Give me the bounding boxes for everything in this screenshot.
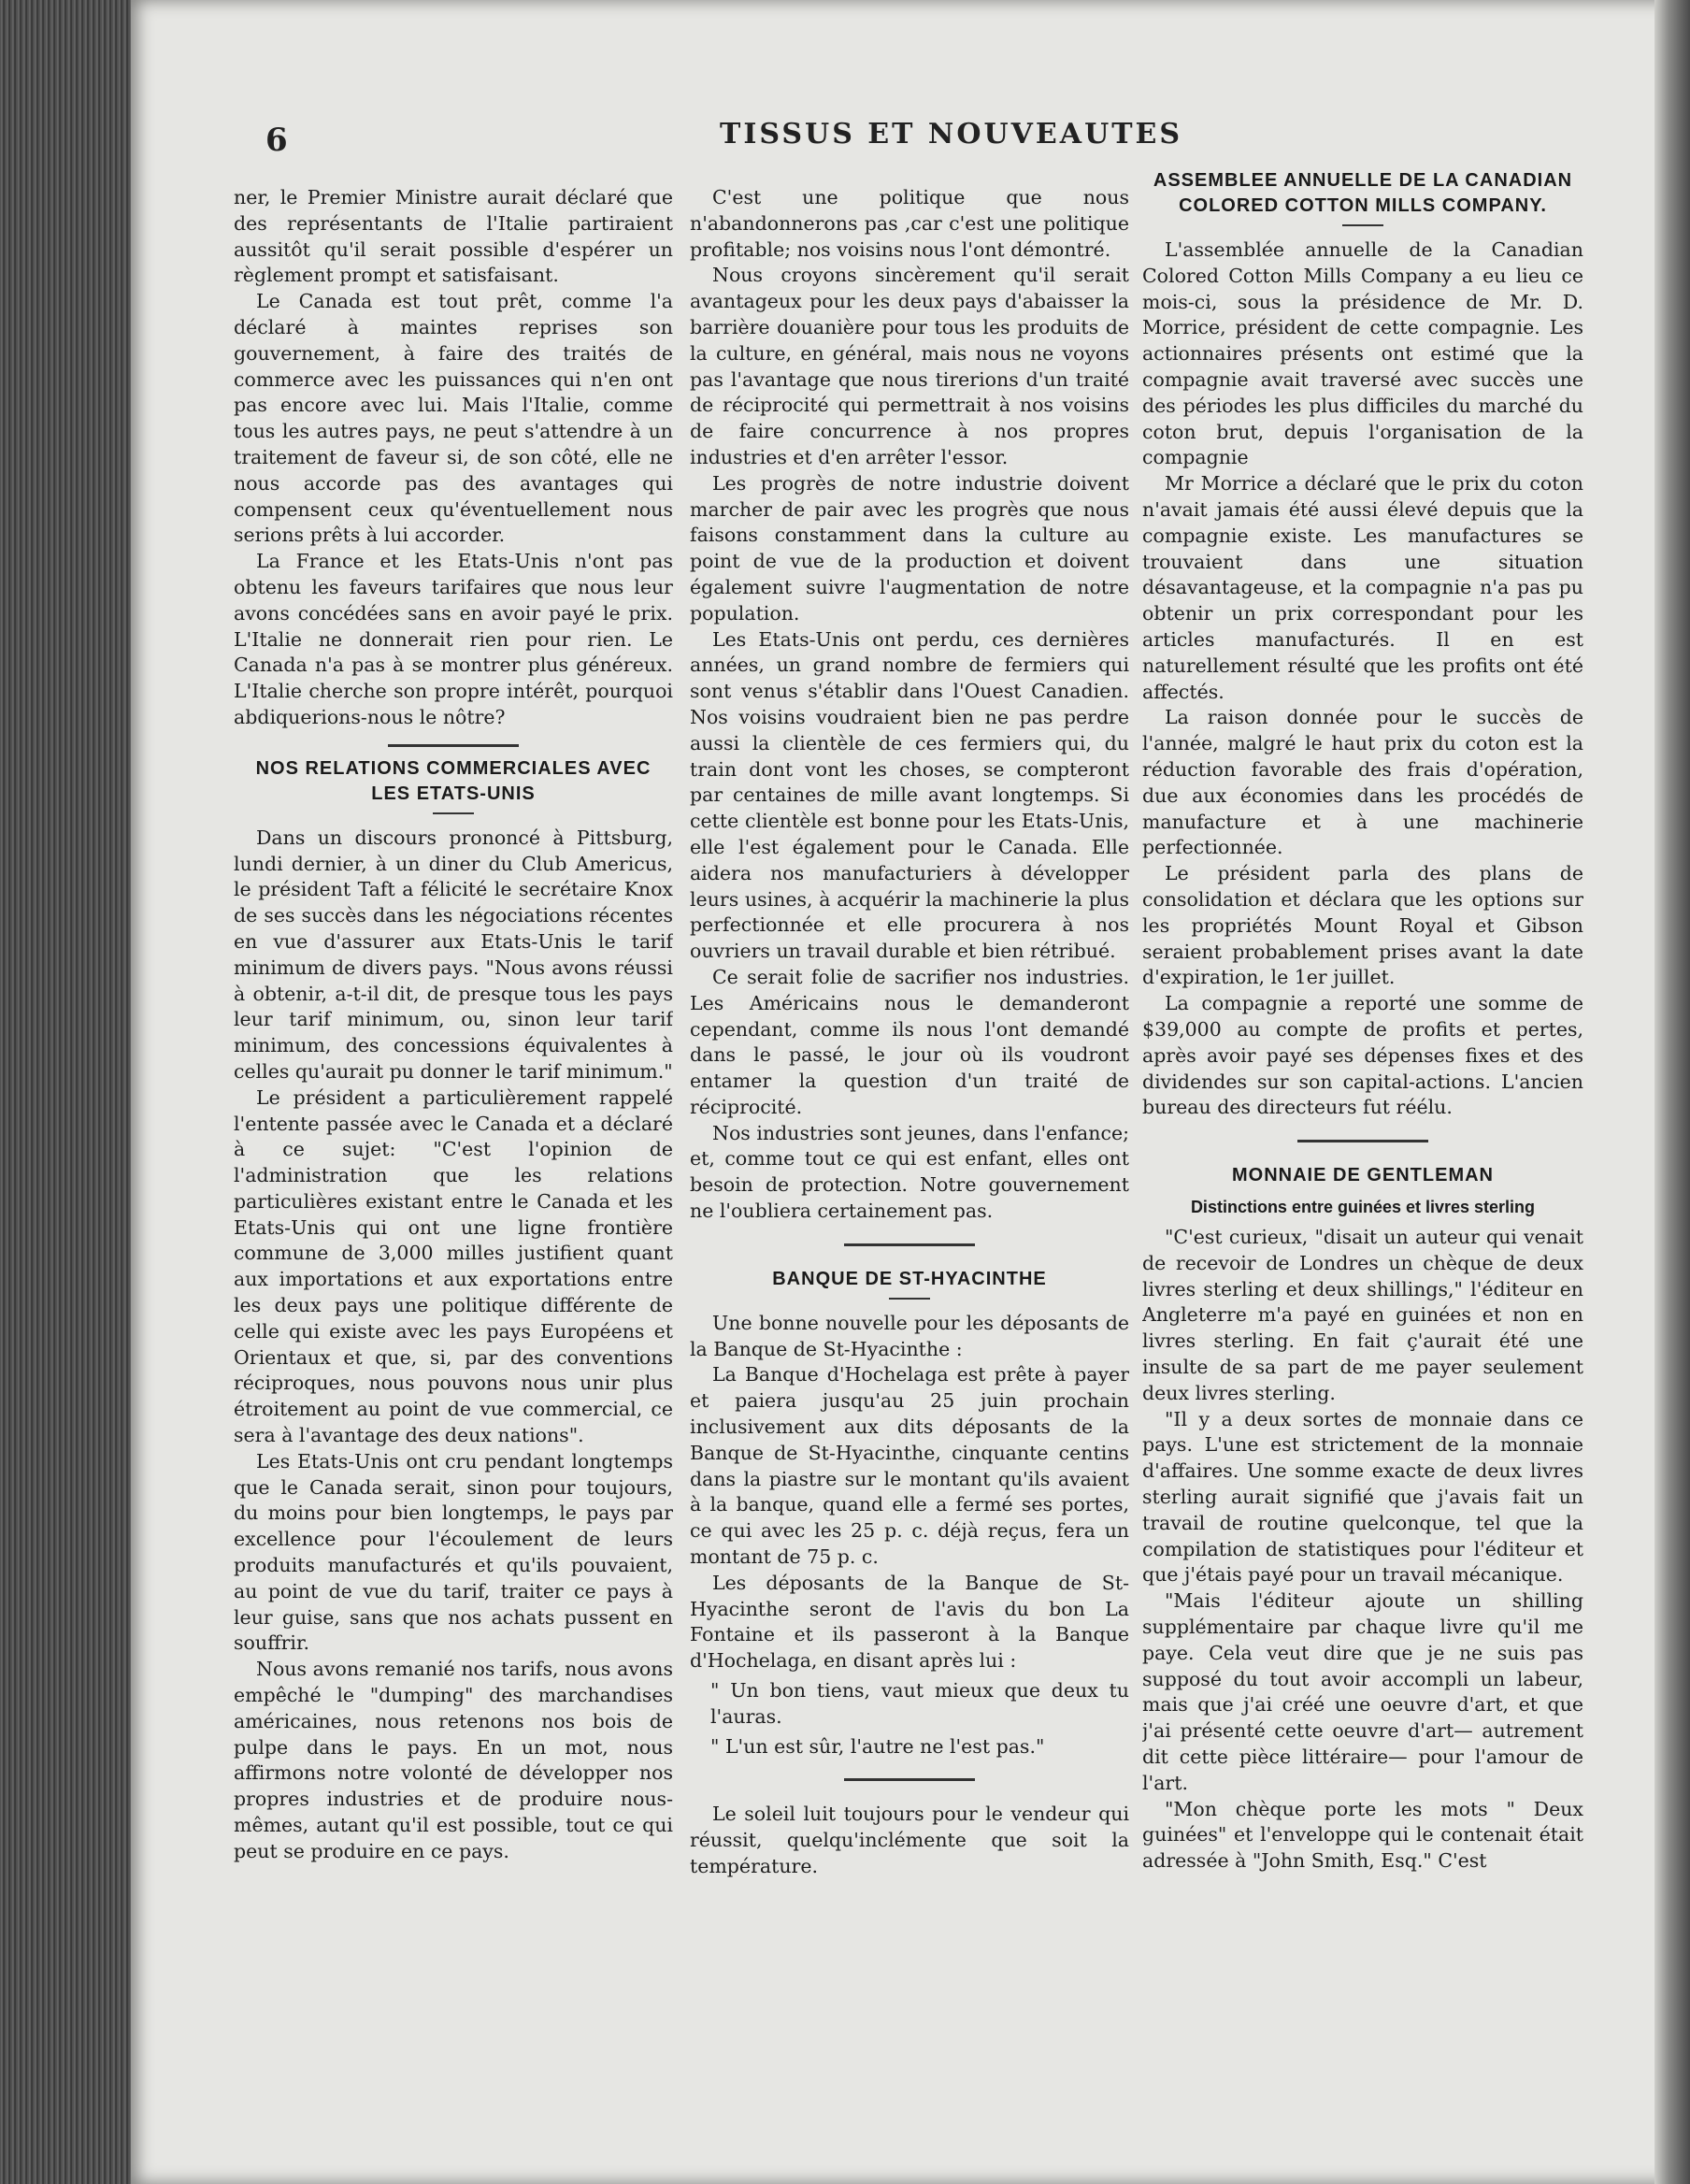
article-heading: NOS RELATIONS COMMERCIALES AVEC LES ETATS-UNIS (255, 757, 652, 804)
book-edge (0, 0, 140, 2184)
heading-rule (1342, 224, 1383, 226)
paragraph: La raison donnée pour le succès de l'année, malgré le haut prix du coton est la réduction favorable des frais d'opération, due aux économies dans les procédés de manufacture et à une machinerie perfectionnée. (1142, 706, 1583, 859)
section-divider (844, 1778, 975, 1781)
column-3 (1142, 166, 1583, 2046)
quote-line: " Un bon tiens, vaut mieux que deux tu l'auras. (710, 1679, 1129, 1728)
paragraph: Les déposants de la Banque de St-Hyacinthe seront de l'avis du bon La Fontaine et ils passeront à la Banque d'Hochelaga, en disant après lui : (690, 1571, 1129, 1673)
paragraph: ner, le Premier Ministre aurait déclaré que des représentants de l'Italie partiraient aussitôt qu'il serait possible d'espérer un règlement prompt et satisfaisant. (234, 186, 673, 287)
paragraph: Le soleil luit toujours pour le vendeur qui réussit, quelqu'inclémente que soit la température. (690, 1803, 1129, 1878)
paragraph: Nous avons remanié nos tarifs, nous avons empêché le "dumping" des marchandises américaines, nous retenons nos bois de pulpe dans le pays. En un mot, nous affirmons notre volonté de développer nos propres industries et de produire nous-mêmes, autant qu'il est possible, tout ce qui peut se produire en ce pays. (234, 1658, 673, 1862)
section-divider (388, 744, 519, 747)
paragraph: Le Canada est tout prêt, comme l'a déclaré à maintes reprises son gouvernement, à faire des traités de commerce avec les puissances qui n'en ont pas encore avec lui. Mais l'Italie, comme tous les autres pays, ne peut s'attendre à un traitement de faveur si, de son côté, elle ne nous accorde pas des avantages qui compensent ceux qu'éventuellement nous serions prêts à lui accorder. (234, 290, 673, 547)
paragraph: Nous croyons sincèrement qu'il serait avantageux pour les deux pays d'abaisser la barrière douanière pour tous les produits de la culture, en général, mais nous ne voyons pas l'avantage que nous tirerions d'un traité de réciprocité qui permettrait à nos voisins de faire concurrence à nos propres industries et d'en arrêter l'essor. (690, 264, 1129, 468)
paragraph: Une bonne nouvelle pour les déposants de la Banque de St-Hyacinthe : (690, 1311, 1129, 1360)
page-gutter-shadow (1654, 0, 1690, 2184)
quote-line: " L'un est sûr, l'autre ne l'est pas." (710, 1734, 1045, 1758)
paragraph: Le président a particulièrement rappelé l'entente passée avec le Canada et a déclaré à ce sujet: "C'est l'opinion de l'administration que les relations particulières existant entre le Canada et les Etats-Unis qui ont une ligne frontière commune de 3,000 milles justifient quant aux importations et aux exportations entre les deux pays une politique différente de celle qui existe avec les pays Européens et Orientaux et que, si, par des conventions réciproques, nous pouvons nous unir plus étroitement au point de vue commercial, ce sera à l'avantage des deux nations". (234, 1085, 673, 1447)
section-divider (1297, 1140, 1428, 1142)
page-title: TISSUS ET NOUVEAUTES (720, 118, 1183, 151)
paragraph: "C'est curieux, "disait un auteur qui venait de recevoir de Londres un chèque de deux livres sterling et deux shillings," l'éditeur en Angleterre m'a payé en guinées et non en livres sterling. En fait ç'aurait été une insulte de sa part de me payer seulement deux livres sterling. (1142, 1226, 1583, 1404)
section-divider (844, 1243, 975, 1246)
paragraph: La compagnie a reporté une somme de $39,000 au compte de profits et pertes, après avoir payé ses dépenses fixes et des dividendes sur son capital-actions. L'ancien bureau des directeurs fut réélu. (1142, 992, 1583, 1119)
paragraph: Les Etats-Unis ont perdu, ces dernières années, un grand nombre de fermiers qui sont venus s'établir dans l'Ouest Canadien. Nos voisins voudraient bien ne pas perdre aussi la clientèle de ces fermiers qui, du train dont vont les choses, se compteront par centaines de mille avant longtemps. Si cette clientèle est bonne pour les Etats-Unis, elle l'est également pour le Canada. Elle aidera nos manufacturiers à développer leurs usines, à acquérir la machinerie la plus perfectionnée et elle procurera à nos ouvriers un travail durable et bien rétribué. (690, 627, 1129, 963)
heading-rule (889, 1298, 930, 1300)
heading-rule (433, 812, 474, 814)
paragraph: "Mon chèque porte les mots " Deux guinées" et l'enveloppe qui le contenait était adressée à "John Smith, Esq." C'est (1142, 1797, 1583, 1873)
column-2 (690, 185, 1129, 2046)
paragraph: Dans un discours prononcé à Pittsburg, lundi dernier, à un diner du Club Americus, le président Taft a félicité le secrétaire Knox de ses succès dans les négociations récentes en vue d'assurer aux Etats-Unis le tarif minimum de divers pays. "Nous avons réussi à obtenir, a-t-il dit, de presque tous les pays leur tarif minimum, ou, sinon leur tarif minimum, des concessions équivalentes à celles qu'aurait pu donner le tarif minimum." (234, 826, 673, 1083)
paragraph: Nos industries sont jeunes, dans l'enfance; et, comme tout ce qui est enfant, elles ont besoin de protection. Notre gouvernement ne l'oubliera certainement pas. (690, 1121, 1129, 1223)
paragraph: La France et les Etats-Unis n'ont pas obtenu les faveurs tarifaires que nous leur avons concédées sans en avoir payé le prix. L'Italie ne donnerait rien pour rien. Le Canada n'a pas à se montrer plus généreux. L'Italie cherche son propre intérêt, pourquoi abdiquerions-nous le nôtre? (234, 550, 673, 728)
page-number: 6 (265, 122, 288, 159)
paragraph: Les Etats-Unis ont cru pendant longtemps que le Canada serait, sinon pour toujours, du moins pour bien longtemps, le pays par excellence pour l'écoulement de leurs produits manufacturés et qu'ils pouvaient, au point de vue du tarif, traiter ce pays à leur guise, sans que nos achats pussent en souffrir. (234, 1449, 673, 1655)
paragraph: L'assemblée annuelle de la Canadian Colored Cotton Mills Company a eu lieu ce mois-ci, sous la présidence de Mr. D. Morrice, président de cette compagnie. Les actionnaires présents ont estimé que la compagnie avait traversé avec succès une des périodes les plus difficiles du marché du coton brut, depuis l'organisation de la compagnie (1142, 238, 1583, 469)
column-1 (234, 185, 673, 2046)
article-heading: MONNAIE DE GENTLEMAN (1232, 1165, 1494, 1186)
paragraph: Les progrès de notre industrie doivent marcher de pair avec les progrès que nous faisons constamment dans la culture au point de vue de la production et doivent également suivre l'augmentation de notre population. (690, 471, 1129, 625)
paragraph: "Il y a deux sortes de monnaie dans ce pays. L'une est strictement de la monnaie d'affaires. Une somme exacte de deux livres sterling aurait signifié que j'avais fait un travail de routine quelconque, tel que la compilation de statistiques pour l'éditeur et que j'étais payé pour un travail mécanique. (1142, 1407, 1583, 1587)
paragraph: Ce serait folie de sacrifier nos industries. Les Américains nous le demanderont cependant, comme ils nous l'ont demandé dans le passé, le jour où ils voudront entamer la question d'un traité de réciprocité. (690, 965, 1129, 1118)
article-heading: BANQUE DE ST-HYACINTHE (772, 1268, 1047, 1289)
paragraph: Mr Morrice a déclaré que le prix du coton n'avait jamais été aussi élevé depuis que la compagnie existe. Les manufactures se trouvaient dans une situation désavantageuse, et la compagnie n'a pas pu obtenir un prix correspondant pour les articles manufacturés. Il en est naturellement résulté que les profits ont été affectés. (1142, 472, 1583, 703)
paragraph: C'est une politique que nous n'abandonnerons pas ,car c'est une politique profitable; nos voisins nous l'ont démontré. (690, 186, 1129, 261)
paragraph: Le président parla des plans de consolidation et déclara que les options sur les propriétés Mount Royal et Gibson seraient probablement prises avant la date d'expiration, le 1er juillet. (1142, 862, 1583, 989)
paragraph: La Banque d'Hochelaga est prête à payer et paiera jusqu'au 25 juin prochain inclusivement aux dits déposants de la Banque de St-Hyacinthe, cinquante centins dans la piastre sur le montant qu'ils avaient à la banque, quand elle a fermé ses portes, ce qui avec les 25 p. c. déjà reçus, fera un montant de 75 p. c. (690, 1363, 1129, 1569)
paragraph: "Mais l'éditeur ajoute un shilling supplémentaire par chaque livre qu'il me paye. Cela veut dire que je ne suis pas supposé du tout avoir accompli un labeur, mais que j'ai créé une oeuvre d'art, et que j'ai présenté cette oeuvre d'art— autrement dit cette pièce littéraire— pour l'amour de l'art. (1142, 1589, 1583, 1794)
article-heading: ASSEMBLEE ANNUELLE DE LA CANADIAN COLORED COTTON MILLS COMPANY. (1153, 170, 1573, 216)
article-subheading: Distinctions entre guinées et livres sterling (1190, 1198, 1536, 1217)
